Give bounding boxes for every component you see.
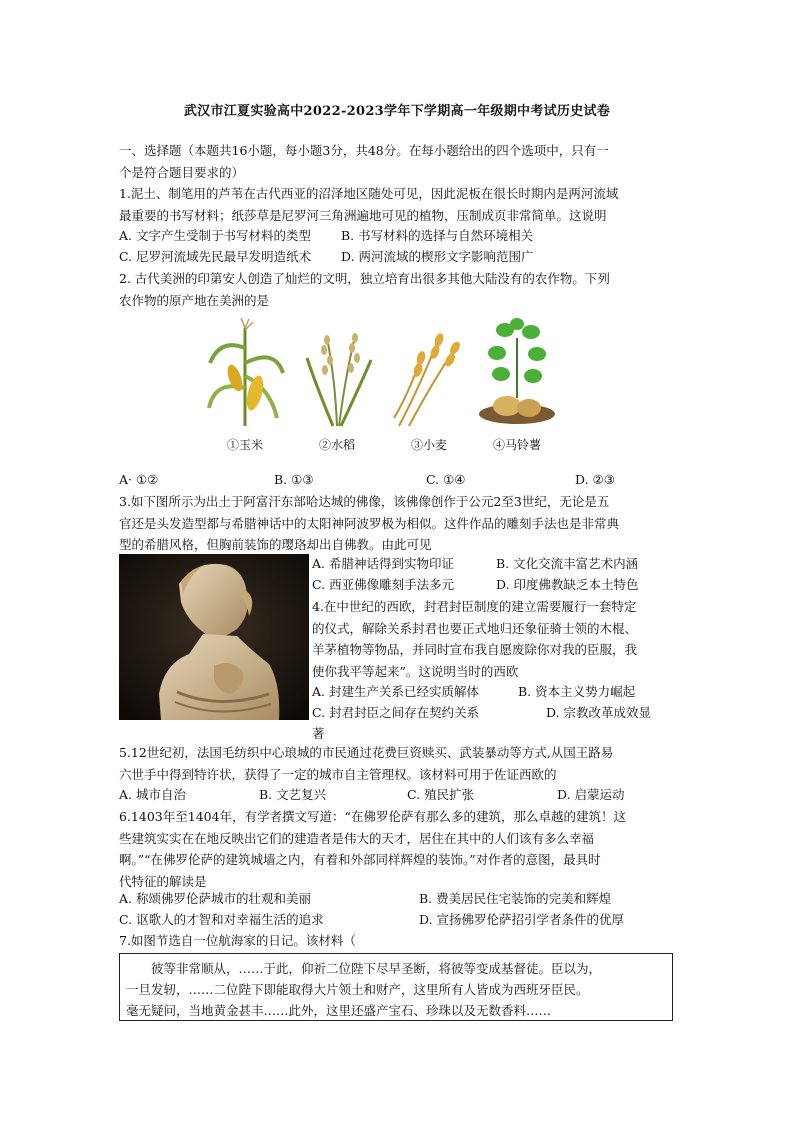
q2-option-d[interactable]: D. ②③ bbox=[575, 472, 615, 487]
section-instruction: 一、选择题（本题共16小题，每小题3分，共48分。在每小题给出的四个选项中，只有一 个是符合题目要求的） bbox=[119, 143, 609, 180]
statue-image bbox=[119, 554, 309, 720]
q2-option-a[interactable]: A· ①② bbox=[119, 472, 159, 487]
q1-option-a[interactable]: A. 文字产生受制于书写材料的类型 bbox=[119, 228, 311, 243]
q6-option-c[interactable]: C. 讴歌人的才智和对幸福生活的追求 bbox=[119, 912, 324, 927]
question-6-stem: 6.1403年至1404年，有学者撰文写道：“在佛罗伦萨有那么多的建筑，那么卓越的建筑！这 些建筑实实在在地反映出它们的建造者是伟大的天才，居住在其中的人们该有多么幸福 啊。”“在佛罗伦萨的建筑城墙之内，有着和外部同样辉煌的装饰。”对作者的意图，最具时 代特征的解读是 bbox=[119, 809, 626, 889]
crop-caption-potato: ④马铃薯 bbox=[492, 438, 541, 452]
q4-option-c[interactable]: C. 封君封臣之间存在契约关系 bbox=[312, 705, 480, 720]
question-4-stem: 4.在中世纪的西欧，封君封臣制度的建立需要履行一套特定 的仪式，解除关系封君也要正式地归还象征骑士领的木棍、 羊茅植物等物品，并同时宣布我自愿废除你对我的臣服，我 使你我平等起来”。这说明当时的西欧 bbox=[312, 599, 638, 679]
buddha-statue-photo bbox=[119, 554, 309, 720]
rice-icon bbox=[297, 318, 377, 428]
q5-option-c[interactable]: C. 殖民扩张 bbox=[407, 787, 475, 802]
corn-illustration bbox=[205, 318, 285, 458]
wheat-icon bbox=[389, 318, 469, 428]
q1-option-c[interactable]: C. 尼罗河流域先民最早发明造纸术 bbox=[119, 249, 312, 264]
crop-illustrations bbox=[205, 318, 565, 458]
q5-option-b[interactable]: B. 文艺复兴 bbox=[259, 787, 327, 802]
diary-excerpt-box bbox=[119, 953, 673, 1021]
potato-illustration bbox=[477, 318, 557, 458]
crop-caption-wheat: ③小麦 bbox=[410, 438, 447, 452]
diary-line-2: 一旦发轫，……二位陛下即能取得大片领土和财产，这里所有人皆成为西班牙臣民。 bbox=[126, 982, 589, 997]
question-3-stem: 3.如下图所示为出土于阿富汗东部哈达城的佛像，该佛像创作于公元2至3世纪，无论是五 官还是头发造型都与希腊神话中的太阳神阿波罗极为相似。这件作品的雕刻手法也是非常典 型的希腊风格，但胸前装饰的璎珞却出自佛教。由此可见 bbox=[119, 494, 620, 552]
question-5-stem: 5.12世纪初，法国毛纺织中心琅城的市民通过花费巨资赎买、武装暴动等方式,从国王路易 六世手中得到特许状，获得了一定的城市自主管理权。该材料可用于佐证西欧的 bbox=[119, 745, 614, 782]
diary-line-1: 彼等非常顺从，……于此，仰祈二位陛下尽早圣断，将彼等变成基督徒。臣以为， bbox=[151, 961, 602, 976]
q3-option-d[interactable]: D. 印度佛教缺乏本土特色 bbox=[496, 577, 639, 592]
crop-caption-corn: ①玉米 bbox=[226, 438, 263, 452]
q6-option-a[interactable]: A. 称颂佛罗伦萨城市的壮观和美丽 bbox=[119, 891, 311, 906]
wheat-illustration bbox=[389, 318, 469, 458]
q4-option-b[interactable]: B. 资本主义势力崛起 bbox=[518, 684, 636, 699]
q4-option-d-continued: 著 bbox=[312, 726, 325, 741]
q5-option-d[interactable]: D. 启蒙运动 bbox=[557, 787, 625, 802]
rice-illustration bbox=[297, 318, 377, 458]
q3-option-a[interactable]: A. 希腊神话得到实物印证 bbox=[312, 556, 454, 571]
q3-option-c[interactable]: C. 西亚佛像雕刻手法多元 bbox=[312, 577, 455, 592]
diary-line-3: 毫无疑问，当地黄金甚丰……此外，这里还盛产宝石、珍珠以及无数香料…… bbox=[126, 1003, 552, 1018]
exam-title: 武汉市江夏实验高中2022-2023学年下学期高一年级期中考试历史试卷 bbox=[183, 104, 611, 119]
q4-option-a[interactable]: A. 封建生产关系已经实质解体 bbox=[312, 684, 479, 699]
q4-option-d[interactable]: D. 宗教改革成效显 bbox=[546, 705, 652, 720]
question-1-stem: 1.泥土、制笔用的芦苇在古代西亚的沼泽地区随处可见，因此泥板在很长时期内是两河流域 最重要的书写材料；纸莎草是尼罗河三角洲遍地可见的植物，压制成页非常简单。这说明 bbox=[119, 186, 619, 223]
question-7-stem: 7.如图节选自一位航海家的日记。该材料（ bbox=[119, 933, 356, 948]
potato-icon bbox=[477, 318, 557, 428]
q2-option-c[interactable]: C. ①④ bbox=[426, 472, 466, 487]
q6-option-d[interactable]: D. 宣扬佛罗伦萨招引学者条件的优厚 bbox=[419, 912, 625, 927]
corn-icon bbox=[205, 318, 285, 428]
question-2-stem: 2. 古代美洲的印第安人创造了灿烂的文明，独立培育出很多其他大陆没有的农作物。下列 农作物的原产地在美洲的是 bbox=[119, 271, 610, 308]
crop-caption-rice: ②水稻 bbox=[318, 438, 355, 452]
q3-option-b[interactable]: B. 文化交流丰富艺术内涵 bbox=[496, 556, 639, 571]
q6-option-b[interactable]: B. 费美居民住宅装饰的完美和辉煌 bbox=[419, 891, 612, 906]
q5-option-a[interactable]: A. 城市自治 bbox=[119, 787, 186, 802]
q2-option-b[interactable]: B. ①③ bbox=[274, 472, 314, 487]
q1-option-b[interactable]: B. 书写材料的选择与自然环境相关 bbox=[341, 228, 534, 243]
q1-option-d[interactable]: D. 两河流域的楔形文字影响范围广 bbox=[341, 249, 534, 264]
